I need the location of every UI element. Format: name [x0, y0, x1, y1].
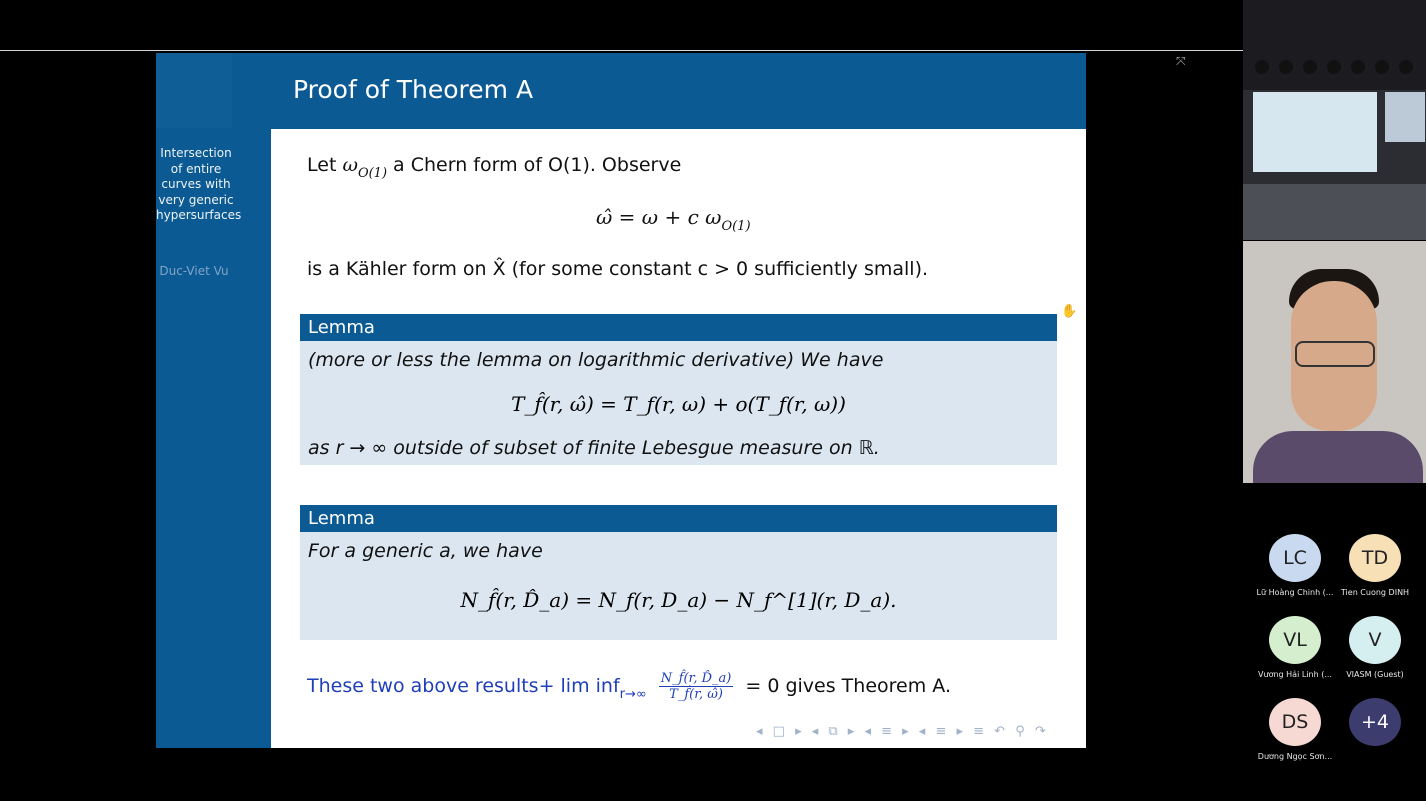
participant-tile[interactable]	[1255, 616, 1335, 679]
participant-avatar: +4	[1349, 698, 1401, 746]
participant-tile[interactable]	[1255, 534, 1335, 597]
fullscreen-icon[interactable]: ⤧	[1176, 54, 1186, 68]
participant-name: Vương Hải Linh (...	[1258, 670, 1332, 679]
lemma-block-2	[300, 505, 1057, 640]
room-floor	[1243, 184, 1426, 240]
participant-name: Dương Ngọc Sơn...	[1257, 752, 1333, 761]
slide-title: Proof of Theorem A	[293, 75, 534, 104]
sidebar-author: Duc-Viet Vu	[159, 264, 229, 278]
participant-tile[interactable]	[1335, 534, 1415, 597]
room-camera-video[interactable]	[1243, 0, 1426, 240]
participant-name: VIASM (Guest)	[1346, 670, 1404, 679]
participant-tile[interactable]	[1255, 698, 1335, 761]
conclusion-fraction: $\frac{N\_f̂(r, D̂\_a)}{T\_f̂(r, \omegâ)}$	[660, 671, 732, 702]
lemma-intro: (more or less the lemma on logarithmic derivative) We have	[308, 349, 884, 371]
room-projection-screen	[1253, 92, 1377, 172]
slide-sidebar	[156, 53, 271, 748]
lemma-formula: N_f̂(r, D̂_a) = N_f(r, D_a) − N_f^[1](r, D_a).	[460, 588, 897, 612]
participant-avatar: TD	[1349, 534, 1401, 582]
sidebar-talk-title: Intersection of entire curves with very generic hypersurfaces	[156, 146, 242, 222]
speaker-glasses	[1295, 341, 1375, 367]
participant-avatar: LC	[1269, 534, 1321, 582]
room-side-screen	[1385, 92, 1425, 142]
participant-tile[interactable]	[1335, 698, 1415, 752]
room-ceiling	[1243, 0, 1426, 90]
lemma-formula: T_f̂(r, ω̂) = T_f(r, ω) + o(T_f(r, ω))	[511, 392, 846, 416]
kahler-line: is a Kähler form on X̂ (for some constant c > 0 sufficiently small).	[307, 258, 929, 280]
lemma-heading: Lemma	[300, 314, 1057, 341]
participant-avatar: VL	[1269, 616, 1321, 664]
sidebar-logo-block	[156, 53, 232, 128]
lemma-intro: For a generic a, we have	[308, 540, 543, 562]
presentation-slide	[156, 53, 1086, 748]
participant-tile[interactable]	[1335, 616, 1415, 679]
participant-name: Lữ Hoàng Chinh (...	[1256, 588, 1334, 597]
lemma-block-1	[300, 314, 1057, 465]
lemma-tail: as r → ∞ outside of subset of finite Lebesgue measure on ℝ.	[308, 437, 880, 459]
intro-line: Let $\omega_{O(1)}$ a Chern form of O(1). Observe	[307, 154, 682, 181]
hand-cursor-icon: ✋	[1061, 304, 1078, 319]
speaker-video[interactable]	[1243, 241, 1426, 483]
participant-avatar: V	[1349, 616, 1401, 664]
participant-avatar: DS	[1269, 698, 1321, 746]
lemma-heading: Lemma	[300, 505, 1057, 532]
beamer-navigation-controls[interactable]: ◂ □ ▸ ◂ ⧉ ▸ ◂ ≡ ▸ ◂ ≡ ▸ ≡ ↶ ⚲ ↷	[756, 724, 1049, 739]
participant-name: Tien Cuong DINH	[1340, 588, 1410, 597]
conclusion-line: These two above results+ lim inf$_{r\to\infty}$ $\frac{N\_f̂(r, D̂\_a)}{T\_f̂(r, \omegâ)}$ = 0 gives Theorem A.	[307, 671, 951, 702]
speaker-shirt	[1253, 431, 1423, 483]
slide-header	[271, 53, 1086, 129]
formula-omega-hat: ω̂ = ω + c $\omega_{O(1)}$	[596, 205, 751, 234]
window-divider	[0, 50, 1243, 51]
